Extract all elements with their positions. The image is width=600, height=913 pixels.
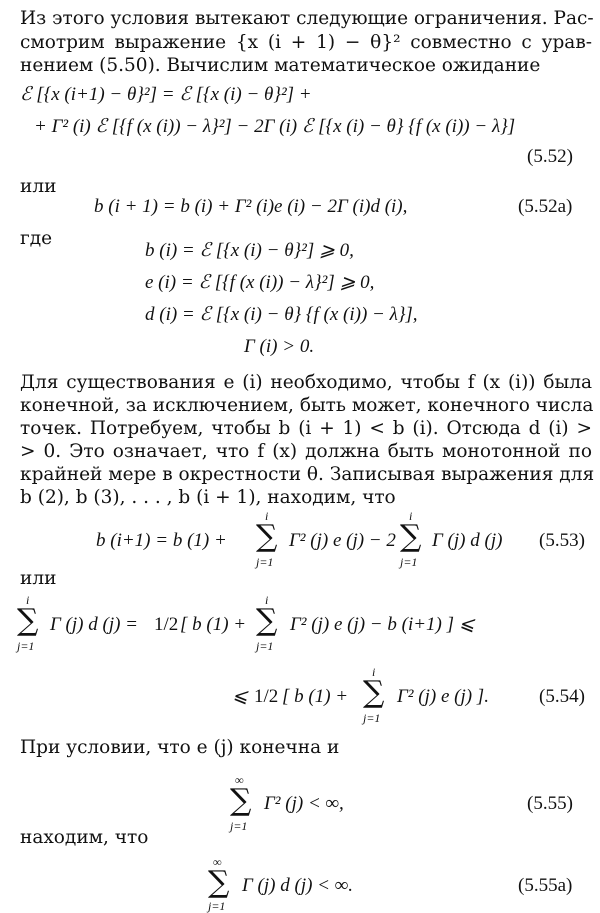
equation-5-52-line1: ℰ [{x (i+1) − θ}²] = ℰ [{x (i) − θ}²] + <box>20 84 312 105</box>
definition-gamma: Γ (i) > 0. <box>244 336 315 357</box>
sigma-symbol: ∑ <box>363 675 385 710</box>
text-line: Из этого условия вытекают следующие ограничения. Рас- <box>20 8 594 29</box>
text-line: смотрим выражение {x (i + 1) − θ}² совместно с урав- <box>20 32 592 53</box>
equation-5-54-bracket1-end: Γ² (j) e (j) − b (i+1) ] ⩽ <box>290 614 475 635</box>
text-line: нением (5.50). Вычислим математическое ожидание <box>20 55 541 76</box>
equation-5-54-bracket1: [ b (1) + <box>180 614 247 635</box>
word-ili: или <box>20 568 57 589</box>
fraction-half: 1/2 <box>254 686 279 707</box>
sum-lower-limit: j=1 <box>256 555 274 569</box>
text-line: крайней мере в окрестности θ. Записывая выражения для <box>20 464 595 485</box>
text-line: конечной, за исключением, быть может, конечного числа <box>20 395 594 416</box>
equation-number: (5.55) <box>527 793 573 814</box>
sum-upper-limit: ∞ <box>235 773 244 787</box>
text-line: При условии, что e (j) конечна и <box>20 737 340 758</box>
sum-lower-limit: j=1 <box>208 899 226 913</box>
sigma-symbol: ∑ <box>400 519 422 554</box>
definition-d: d (i) = ℰ [{x (i) − θ} {f (x (i)) − λ}], <box>145 304 418 325</box>
equation-number: (5.53) <box>539 530 585 551</box>
equation-number: (5.52a) <box>518 196 573 217</box>
sum-upper-limit: i <box>372 665 376 679</box>
sum-lower-limit: j=1 <box>256 639 274 653</box>
sigma-symbol: ∑ <box>256 519 278 554</box>
sigma-symbol: ∑ <box>208 865 230 900</box>
equation-5-55a: Γ (j) d (j) < ∞. <box>242 875 354 896</box>
word-ili: или <box>20 176 57 197</box>
equation-5-52-line2: + Γ² (i) ℰ [{f (x (i)) − λ}²] − 2Γ (i) ℰ [{x (i) − θ} {f (x (i)) − λ}] <box>34 116 516 137</box>
equation-5-55: Γ² (j) < ∞, <box>264 793 344 814</box>
equation-5-52a: b (i + 1) = b (i) + Γ² (i)e (i) − 2Γ (i)d (i), <box>94 196 408 217</box>
equation-number: (5.55a) <box>518 875 573 896</box>
equation-5-53-lhs: b (i+1) = b (1) + <box>96 530 227 551</box>
sigma-symbol: ∑ <box>17 603 39 638</box>
text-line: Для существования e (i) необходимо, чтобы f (x (i)) была <box>20 372 592 393</box>
sum-lower-limit: j=1 <box>17 639 35 653</box>
sum-upper-limit: i <box>265 593 269 607</box>
word-gde: где <box>20 228 53 249</box>
text-line: > 0. Это означает, что f (x) должна быть монотонной по <box>20 441 592 462</box>
definition-b: b (i) = ℰ [{x (i) − θ}²] ⩾ 0, <box>145 240 354 261</box>
sum-upper-limit: ∞ <box>213 855 222 869</box>
equation-5-54-lhs: Γ (j) d (j) = <box>50 614 138 635</box>
fraction-half: 1/2 <box>154 614 179 635</box>
definition-e: e (i) = ℰ [{f (x (i)) − λ}²] ⩾ 0, <box>145 272 375 293</box>
text-line: точек. Потребуем, чтобы b (i + 1) < b (i). Отсюда d (i) > <box>20 418 592 439</box>
text-line: b (2), b (3), . . . , b (i + 1), находим, что <box>20 487 396 508</box>
sigma-symbol: ∑ <box>256 603 278 638</box>
sum-lower-limit: j=1 <box>230 819 248 833</box>
sum-lower-limit: j=1 <box>400 555 418 569</box>
sum-upper-limit: i <box>409 509 413 523</box>
sum-upper-limit: i <box>26 593 30 607</box>
sigma-symbol: ∑ <box>230 783 252 818</box>
equation-5-54-le: ⩽ <box>232 686 248 707</box>
equation-5-54-bracket2-end: Γ² (j) e (j) ]. <box>397 686 489 707</box>
equation-5-53-term2: Γ (j) d (j) <box>432 530 503 551</box>
equation-number: (5.54) <box>539 686 585 707</box>
text-line: находим, что <box>20 827 149 848</box>
equation-5-54-bracket2: [ b (1) + <box>282 686 349 707</box>
sum-lower-limit: j=1 <box>363 711 381 725</box>
sum-upper-limit: i <box>265 509 269 523</box>
equation-number: (5.52) <box>527 146 573 167</box>
equation-5-53-term1: Γ² (j) e (j) − 2 <box>289 530 396 551</box>
